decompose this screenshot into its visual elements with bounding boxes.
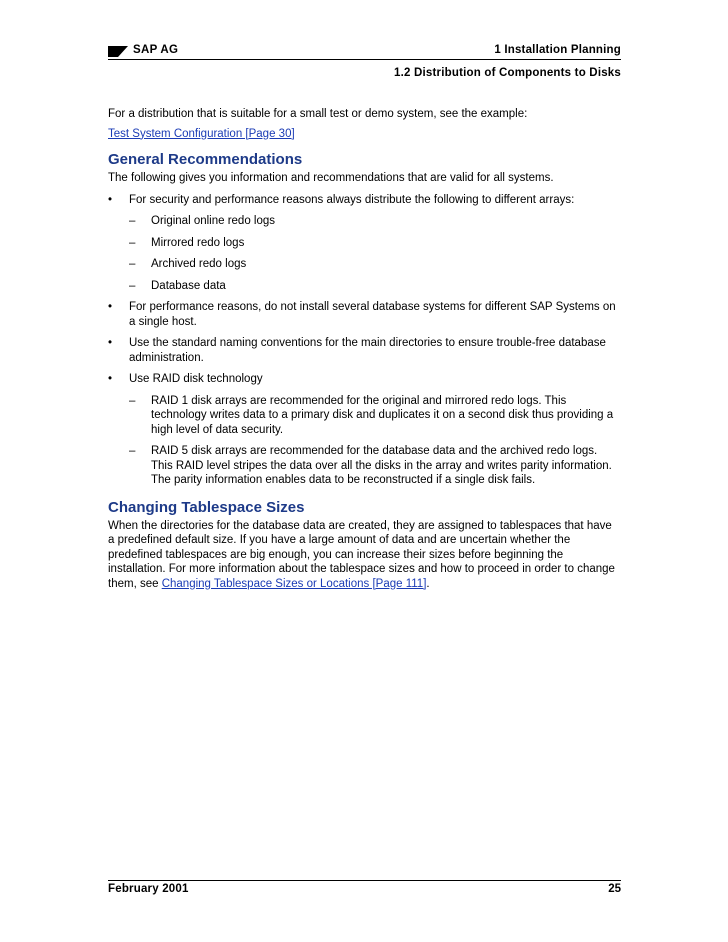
sub-list-item [108, 444, 621, 488]
company-name: SAP AG [133, 44, 179, 56]
sub-list-item [108, 394, 621, 438]
chapter-title: 1 Installation Planning [494, 44, 621, 56]
dash-icon: – [129, 258, 136, 270]
header-divider [108, 59, 621, 60]
sub-item-text: Original online redo logs [151, 215, 276, 227]
recommendations-list [108, 193, 621, 488]
general-intro: The following gives you information and recommendations that are valid for all systems. [108, 172, 554, 184]
list-item [108, 300, 621, 329]
dash-icon: – [129, 394, 136, 407]
list-item [108, 372, 621, 387]
page-body [108, 107, 621, 591]
footer-divider [108, 880, 621, 881]
list-item [108, 193, 621, 208]
tablespace-heading: Changing Tablespace Sizes [108, 498, 305, 516]
page-header [108, 44, 621, 60]
sub-item-text: RAID 1 disk arrays are recommended for the original and mirrored redo logs. This technology writes data to a primary disk and duplicates it on a second disk thus providing a high level of data security. [151, 394, 614, 436]
list-item [108, 336, 621, 365]
general-recommendations-heading: General Recommendations [108, 151, 303, 168]
document-page [108, 0, 621, 942]
bullet-icon: • [108, 301, 113, 313]
tablespace-text: When the directories for the database data are created, they are assigned to tablespaces that have a predefined default size. If you have a large amount of data and are uncertain whether the predefined tablespaces are big enough, you can increase their sizes before beginning the installation. For more information about the tablespace sizes and how to proceed in order to change them, see [108, 519, 615, 590]
sub-list-item [108, 257, 621, 272]
footer-date: February 2001 [108, 883, 189, 895]
list-item-text: Use RAID disk technology [129, 373, 263, 385]
sub-item-text: Archived redo logs [151, 258, 247, 270]
sub-list-item [108, 236, 621, 251]
page-number: 25 [608, 883, 621, 895]
sub-item-text: Mirrored redo logs [151, 236, 245, 249]
dash-icon: – [129, 236, 136, 249]
tablespace-paragraph [108, 519, 621, 592]
list-item-text: For security and performance reasons always distribute the following to different arrays: [129, 193, 575, 206]
bullet-icon: • [108, 373, 113, 385]
bullet-icon: • [108, 193, 113, 206]
dash-icon: – [129, 445, 136, 457]
bullet-icon: • [108, 337, 113, 349]
dash-icon: – [129, 215, 136, 227]
sub-item-text: RAID 5 disk arrays are recommended for the database data and the archived redo logs. This RAID level stripes the data over all the disks in the array and writes parity information. The parity information enables data to be reconstructed if a single disk fails. [151, 445, 612, 486]
section-title: 1.2 Distribution of Components to Disks [394, 67, 621, 79]
dash-icon: – [129, 279, 136, 292]
intro-text: For a distribution that is suitable for a small test or demo system, see the example: [108, 108, 528, 120]
sub-item-text: Database data [151, 279, 226, 292]
sub-list-item [108, 279, 621, 294]
test-system-config-link[interactable]: Test System Configuration [Page 30] [108, 127, 295, 140]
list-item-text: Use the standard naming conventions for the main directories to ensure trouble-free database administration. [129, 337, 606, 364]
list-item-text: For performance reasons, do not install several database systems for different SAP Systems on a single host. [129, 301, 616, 328]
sub-list-item [108, 214, 621, 229]
tablespace-period: . [426, 577, 430, 590]
sap-logo-icon [108, 46, 128, 57]
tablespace-sizes-link[interactable]: Changing Tablespace Sizes or Locations [Page 111] [161, 577, 427, 590]
